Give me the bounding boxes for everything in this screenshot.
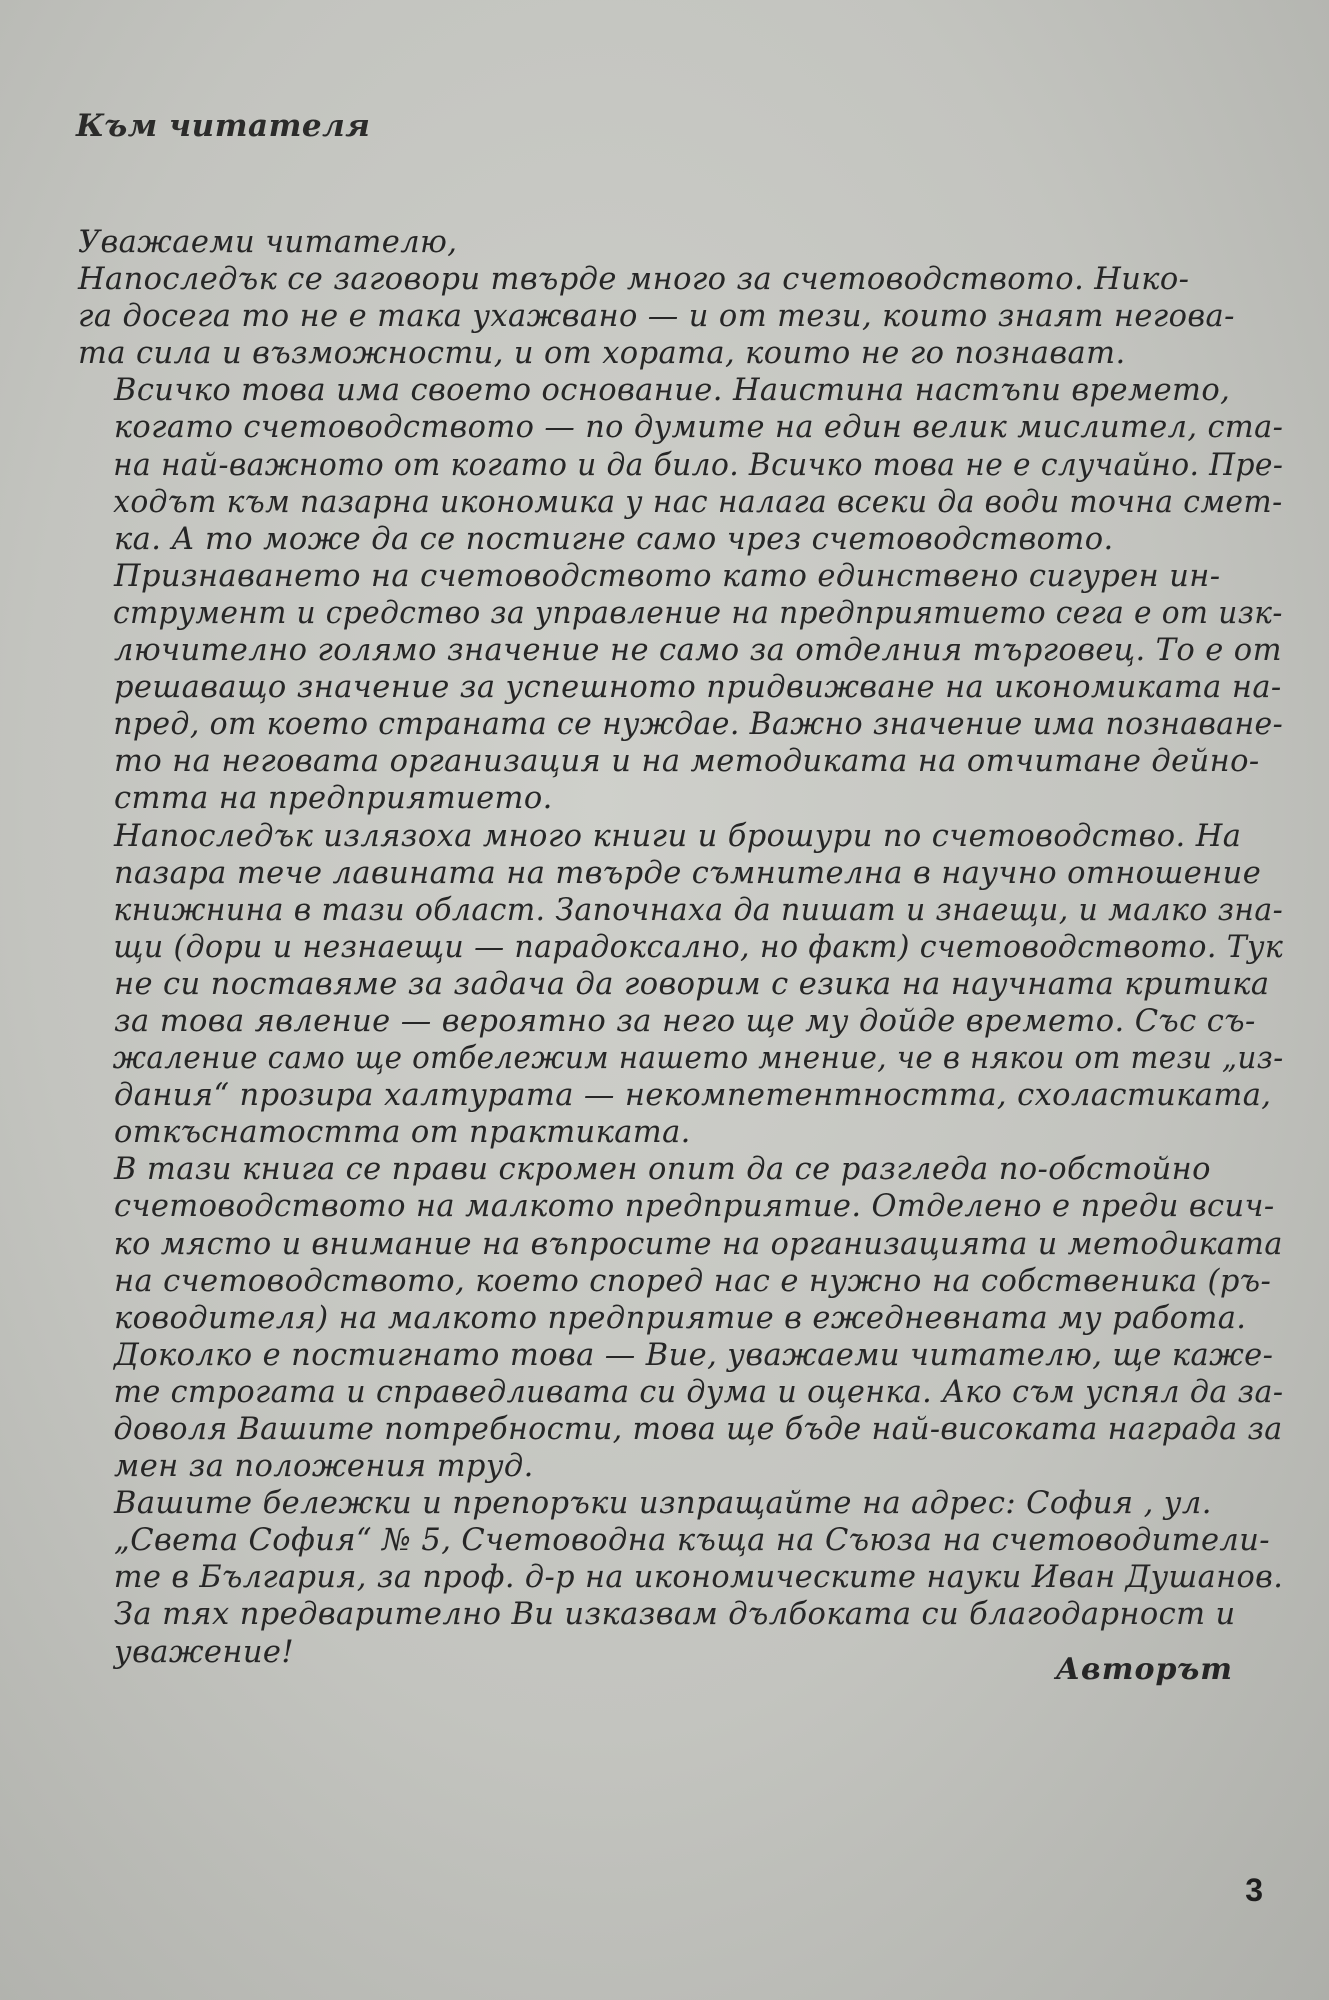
paragraph-3	[78, 558, 1283, 818]
text-line: Напоследък излязоха много книги и брошури по счетоводство. На	[114, 818, 1242, 854]
text-line: пред, от което страната се нуждае. Важно значение има познаване-	[113, 707, 1284, 743]
text-line: ходът към пазарна икономика у нас налага всеки да води точна смет-	[113, 484, 1283, 520]
page-title: Към читателя	[76, 108, 371, 144]
text-line: те строгата и справедливата си дума и оценка. Ако съм успял да за-	[113, 1374, 1284, 1410]
text-line: ка. А то може да се постигне само чрез счетоводството.	[114, 521, 1114, 557]
text-line: не си поставяме за задача да говорим с езика на научната критика	[114, 966, 1270, 1002]
paragraph-6	[78, 1337, 1283, 1485]
paragraph-4	[78, 818, 1283, 1152]
text-line: Уважаеми читателю,	[78, 225, 458, 260]
text-line: пазара тече лавината на твърде съмнителна в научно отношение	[114, 855, 1262, 891]
text-line: дания“ прозира халтурата — некомпетентността, схоластиката,	[114, 1078, 1272, 1114]
text-line: на най-важното от когато и да било. Всичко това не е случайно. Пре-	[113, 447, 1284, 483]
text-line: стта на предприятието.	[114, 781, 553, 817]
paragraph-7	[78, 1485, 1283, 1596]
text-line: уважение!	[114, 1634, 294, 1670]
paragraph-1	[78, 261, 1283, 372]
text-line: счетоводството на малкото предприятие. Отделено е преди всич-	[114, 1189, 1275, 1225]
text-line: га досега то не е така ухажвано — и от тези, които знаят негова-	[78, 299, 1235, 335]
greeting	[78, 224, 1283, 261]
text-line: „Света София“ № 5, Счетоводна къща на Съюза на счетоводители-	[114, 1523, 1270, 1559]
text-line: когато счетоводството — по думите на един велик мислител, ста-	[113, 410, 1284, 446]
text-line: ко място и внимание на въпросите на организацията и методиката	[113, 1226, 1283, 1262]
text-line: за това явление — вероятно за него ще му дойде времето. Със съ-	[114, 1003, 1256, 1039]
paragraph-5	[78, 1151, 1283, 1336]
text-line: откъснатостта от практиката.	[114, 1115, 691, 1151]
text-line: на счетоводството, което според нас е нужно на собственика (ръ-	[114, 1263, 1272, 1299]
text-line: решаващо значение за успешното придвижване на икономиката на-	[114, 670, 1282, 706]
author-signature: Авторът	[1055, 1652, 1233, 1687]
text-line: доволя Вашите потребности, това ще бъде най-високата награда за	[113, 1412, 1283, 1447]
text-line: то на неговата организация и на методиката на отчитане дейно-	[114, 744, 1260, 780]
text-line: лючително голямо значение не само за отделния търговец. То е от	[114, 633, 1282, 669]
text-line: ководителя) на малкото предприятие в ежедневната му работа.	[114, 1300, 1247, 1336]
text-line: Всичко това има своето основание. Наистина настъпи времето,	[114, 373, 1231, 409]
text-line: Напоследък се заговори твърде много за счетоводството. Нико-	[78, 262, 1190, 298]
text-line: Вашите бележки и препоръки изпращайте на адрес: София , ул.	[114, 1486, 1212, 1522]
text-line: В тази книга се прави скромен опит да се разгледа по-обстойно	[114, 1152, 1211, 1188]
text-line: те в България, за проф. д-р на икономическите науки Иван Душанов.	[113, 1560, 1284, 1596]
show-through-text	[1010, 110, 1019, 144]
text-line: книжнина в тази област. Започнаха да пишат и знаещи, и малко зна-	[113, 892, 1284, 928]
text-line: струмент и средство за управление на предприятието сега е от изк-	[112, 595, 1283, 631]
text-line: та сила и възможности, и от хората, които не го познават.	[78, 336, 1126, 372]
text-line: жаление само ще отбележим нашето мнение, че в някои от тези „из-	[112, 1041, 1284, 1077]
text-line: мен за положения труд.	[114, 1449, 534, 1485]
text-line: щи (дори и незнаещи — парадоксално, но факт) счетоводството. Тук	[113, 929, 1284, 965]
text-line: Признаването на счетоводството като единствено сигурен ин-	[114, 558, 1221, 594]
text-line: За тях предварително Ви изказвам дълбоката си благодарност и	[114, 1597, 1236, 1633]
letter-body	[78, 224, 1283, 1671]
page-number: 3	[1245, 1872, 1263, 1908]
paragraph-2	[78, 372, 1283, 557]
text-line: Доколко е постигнато това — Вие, уважаеми читателю, ще каже-	[114, 1337, 1274, 1373]
